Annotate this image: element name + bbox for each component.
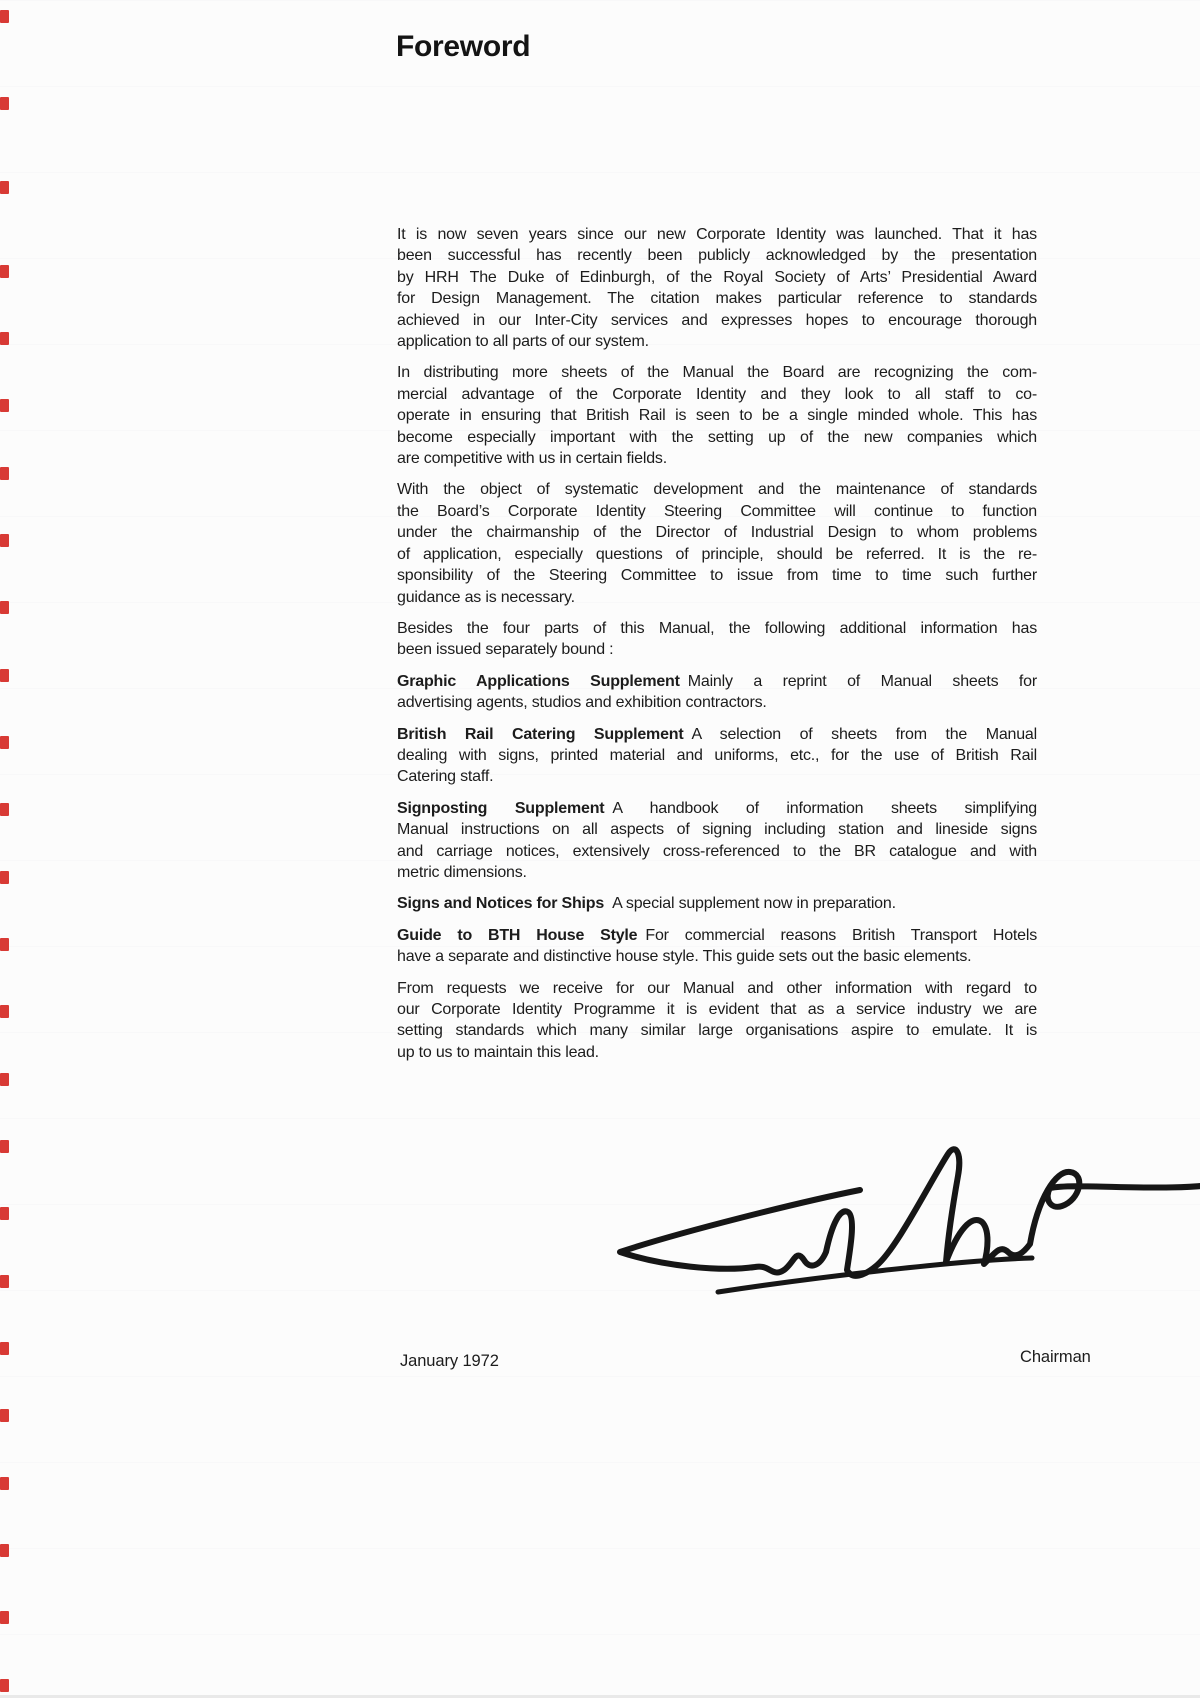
red-edge-mark [0,399,9,412]
red-edge-mark [0,1409,9,1422]
red-edge-mark [0,534,9,547]
paragraph-signposting-supplement [397,798,1037,884]
paragraph-intro [397,224,1037,352]
text-line: In distributing more sheets of the Manual the Board are recognizing the com- [397,364,1037,382]
text-line: for Design Management. The citation makes particular reference to standards [397,290,1037,308]
text-line: our Corporate Identity Programme it is evident that as a service industry we are [397,1001,1037,1018]
chairman-label: Chairman [1020,1348,1091,1366]
signature-ink-icon [600,1120,1200,1320]
text-line: Guide to BTH House Style For commercial reasons British Transport Hotels [397,926,1037,944]
red-edge-mark [0,1275,9,1288]
red-edge-mark [0,1544,9,1557]
text-line: Signposting Supplement A handbook of information sheets simplifying [397,799,1038,817]
text-line: Graphic Applications Supplement Mainly a reprint of Manual sheets for [397,672,1037,690]
text-line: under the chairmanship of the Director of Industrial Design to whom problems [397,524,1037,542]
page-title: Foreword [396,30,531,63]
text-line: and carriage notices, extensively cross-referenced to the BR catalogue and with [397,842,1037,860]
text-line: dealing with signs, printed material and uniforms, etc., for the use of British Rail [397,746,1037,764]
text-line: been issued separately bound : [397,641,614,659]
text-line: achieved in our Inter-City services and expresses hopes to encourage thorough [397,311,1037,329]
paragraph-besides [397,618,1037,661]
text-line: up to us to maintain this lead. [397,1043,599,1061]
red-edge-mark [0,181,9,194]
text-line: become especially important with the setting up of the new companies which [397,428,1037,446]
red-edge-mark [0,265,9,278]
paragraph-graphic-applications-supplement [397,671,1037,714]
text-line: British Rail Catering Supplement A selection of sheets from the Manual [397,725,1037,743]
paragraph-distribution [397,362,1037,469]
text-line: operate in ensuring that British Rail is seen to be a single minded whole. This has [397,407,1037,425]
red-edge-mark [0,736,9,749]
text-line: by HRH The Duke of Edinburgh, of the Royal Society of Arts’ Presidential Award [397,268,1037,286]
text-line: advertising agents, studios and exhibition contractors. [397,694,767,712]
paragraph-steering-committee [397,479,1037,607]
text-line: Catering staff. [397,768,494,786]
date-label: January 1972 [400,1352,499,1370]
red-edge-mark [0,1477,9,1490]
paragraph-bth-house-style [397,925,1037,968]
red-edge-mark [0,669,9,682]
red-edge-mark [0,1073,9,1086]
red-edge-mark [0,601,9,614]
text-line: of application, especially questions of principle, should be referred. It is the re- [397,545,1037,563]
paragraph-catering-supplement [397,724,1037,788]
red-edge-mark [0,1342,9,1355]
red-edge-mark [0,803,9,816]
text-line: been successful has recently been publicly acknowledged by the presentation [397,247,1037,265]
text-line: From requests we receive for our Manual and other information with regard to [397,979,1037,997]
text-line: It is now seven years since our new Corporate Identity was launched. That it has [397,226,1037,243]
red-edge-mark [0,467,9,480]
paragraph-ships-supplement [397,893,1037,914]
red-edge-mark [0,1611,9,1624]
text-line: Besides the four parts of this Manual, the following additional information has [397,619,1037,637]
text-line: metric dimensions. [397,863,527,881]
red-edge-mark [0,1140,9,1153]
red-edge-mark [0,871,9,884]
paragraph-closing [397,978,1037,1064]
text-line: have a separate and distinctive house style. This guide sets out the basic elements. [397,948,972,966]
chairman-signature [600,1120,1200,1320]
red-edge-mark [0,1207,9,1220]
text-line: With the object of systematic development and the maintenance of standards [397,481,1037,499]
text-line: Signs and Notices for Ships A special supplement now in preparation. [397,895,896,913]
red-edge-mark [0,97,9,110]
red-edge-mark [0,938,9,951]
red-edge-mark [0,1679,9,1692]
text-line: guidance as is necessary. [397,588,575,606]
body-text [397,224,1037,1063]
text-line: the Board’s Corporate Identity Steering Committee will continue to function [397,502,1037,520]
text-line: mercial advantage of the Corporate Identity and they look to all staff to co- [397,385,1037,403]
red-edge-mark [0,10,9,23]
red-edge-mark [0,1005,9,1018]
text-line: are competitive with us in certain fields. [397,450,667,468]
text-line: Manual instructions on all aspects of signing including station and lineside signs [397,821,1037,839]
text-line: application to all parts of our system. [397,333,649,351]
text-line: setting standards which many similar large organisations aspire to emulate. It is [397,1022,1037,1040]
text-line: sponsibility of the Steering Committee to issue from time to time such further [397,567,1037,585]
red-edge-mark [0,332,9,345]
